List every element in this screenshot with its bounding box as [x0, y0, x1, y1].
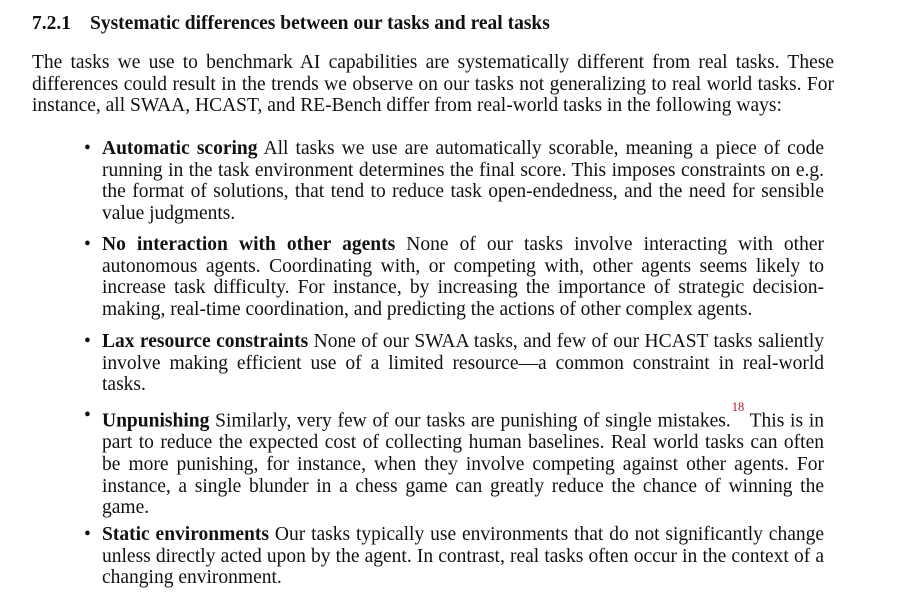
item-title: Static environments	[102, 524, 269, 545]
section-title: Systematic differences between our tasks and real tasks	[90, 13, 550, 34]
bullet-icon: •	[84, 138, 91, 159]
item-text: None of our tasks involve interacting with other autonomous agents. Coordinating with, or competing with, other agents seems likely to increase task difficulty. For instance, by increasing the importance of strategic decision-making, real-time coordination, and predicting the actions of other complex agents.	[102, 234, 824, 321]
item-text: Our tasks typically use environments that do not significantly change unless directly acted upon by the agent. In contrast, real tasks often occur in the context of a changing environment.	[102, 524, 825, 589]
footnote-reference[interactable]: 18	[731, 400, 745, 414]
section-heading	[32, 12, 550, 36]
bullet-icon: •	[84, 331, 91, 352]
item-title: Lax resource constraints	[102, 331, 309, 352]
list-item-automatic-scoring	[84, 138, 824, 225]
bullet-icon: •	[84, 524, 91, 545]
item-text: None of our SWAA tasks, and few of our HCAST tasks saliently involve making efficient use of a limited resource—a common constraint in real-world tasks.	[102, 331, 825, 396]
item-text-before-footnote: Similarly, very few of our tasks are punishing of single mistakes.	[215, 410, 731, 432]
item-text: All tasks we use are automatically scorable, meaning a piece of code running in the task environment determines the final score. This imposes constraints on e.g. the format of solutions, that tend to reduce task open-endedness, and the need for sensible value judgments.	[102, 138, 824, 225]
item-title: Automatic scoring	[102, 138, 258, 159]
item-title: Unpunishing	[102, 410, 210, 432]
bullet-icon: •	[84, 234, 91, 255]
intro-paragraph: The tasks we use to benchmark AI capabilities are systematically different from real tasks. These differences could result in the trends we observe on our tasks not generalizing to real world tasks. For instance, all SWAA, HCAST, and RE-Bench differ from real-world tasks in the following ways:	[32, 52, 834, 117]
item-title: No interaction with other agents	[102, 234, 396, 255]
list-item-lax-resource-constraints	[84, 331, 825, 396]
bullet-icon: •	[84, 405, 91, 426]
section-number: 7.2.1	[32, 13, 71, 34]
list-item-static-environments	[84, 524, 825, 589]
item-text-after-footnote: This is in part to reduce the expected cost of collecting human baselines. Real world tasks can often be more punishing, for instance, when they involve competing against other agents. For instance, a single blunder in a chess game can greatly reduce the chance of winning the game.	[102, 410, 824, 519]
list-item-unpunishing	[84, 400, 824, 519]
list-item-no-interaction	[84, 234, 824, 321]
